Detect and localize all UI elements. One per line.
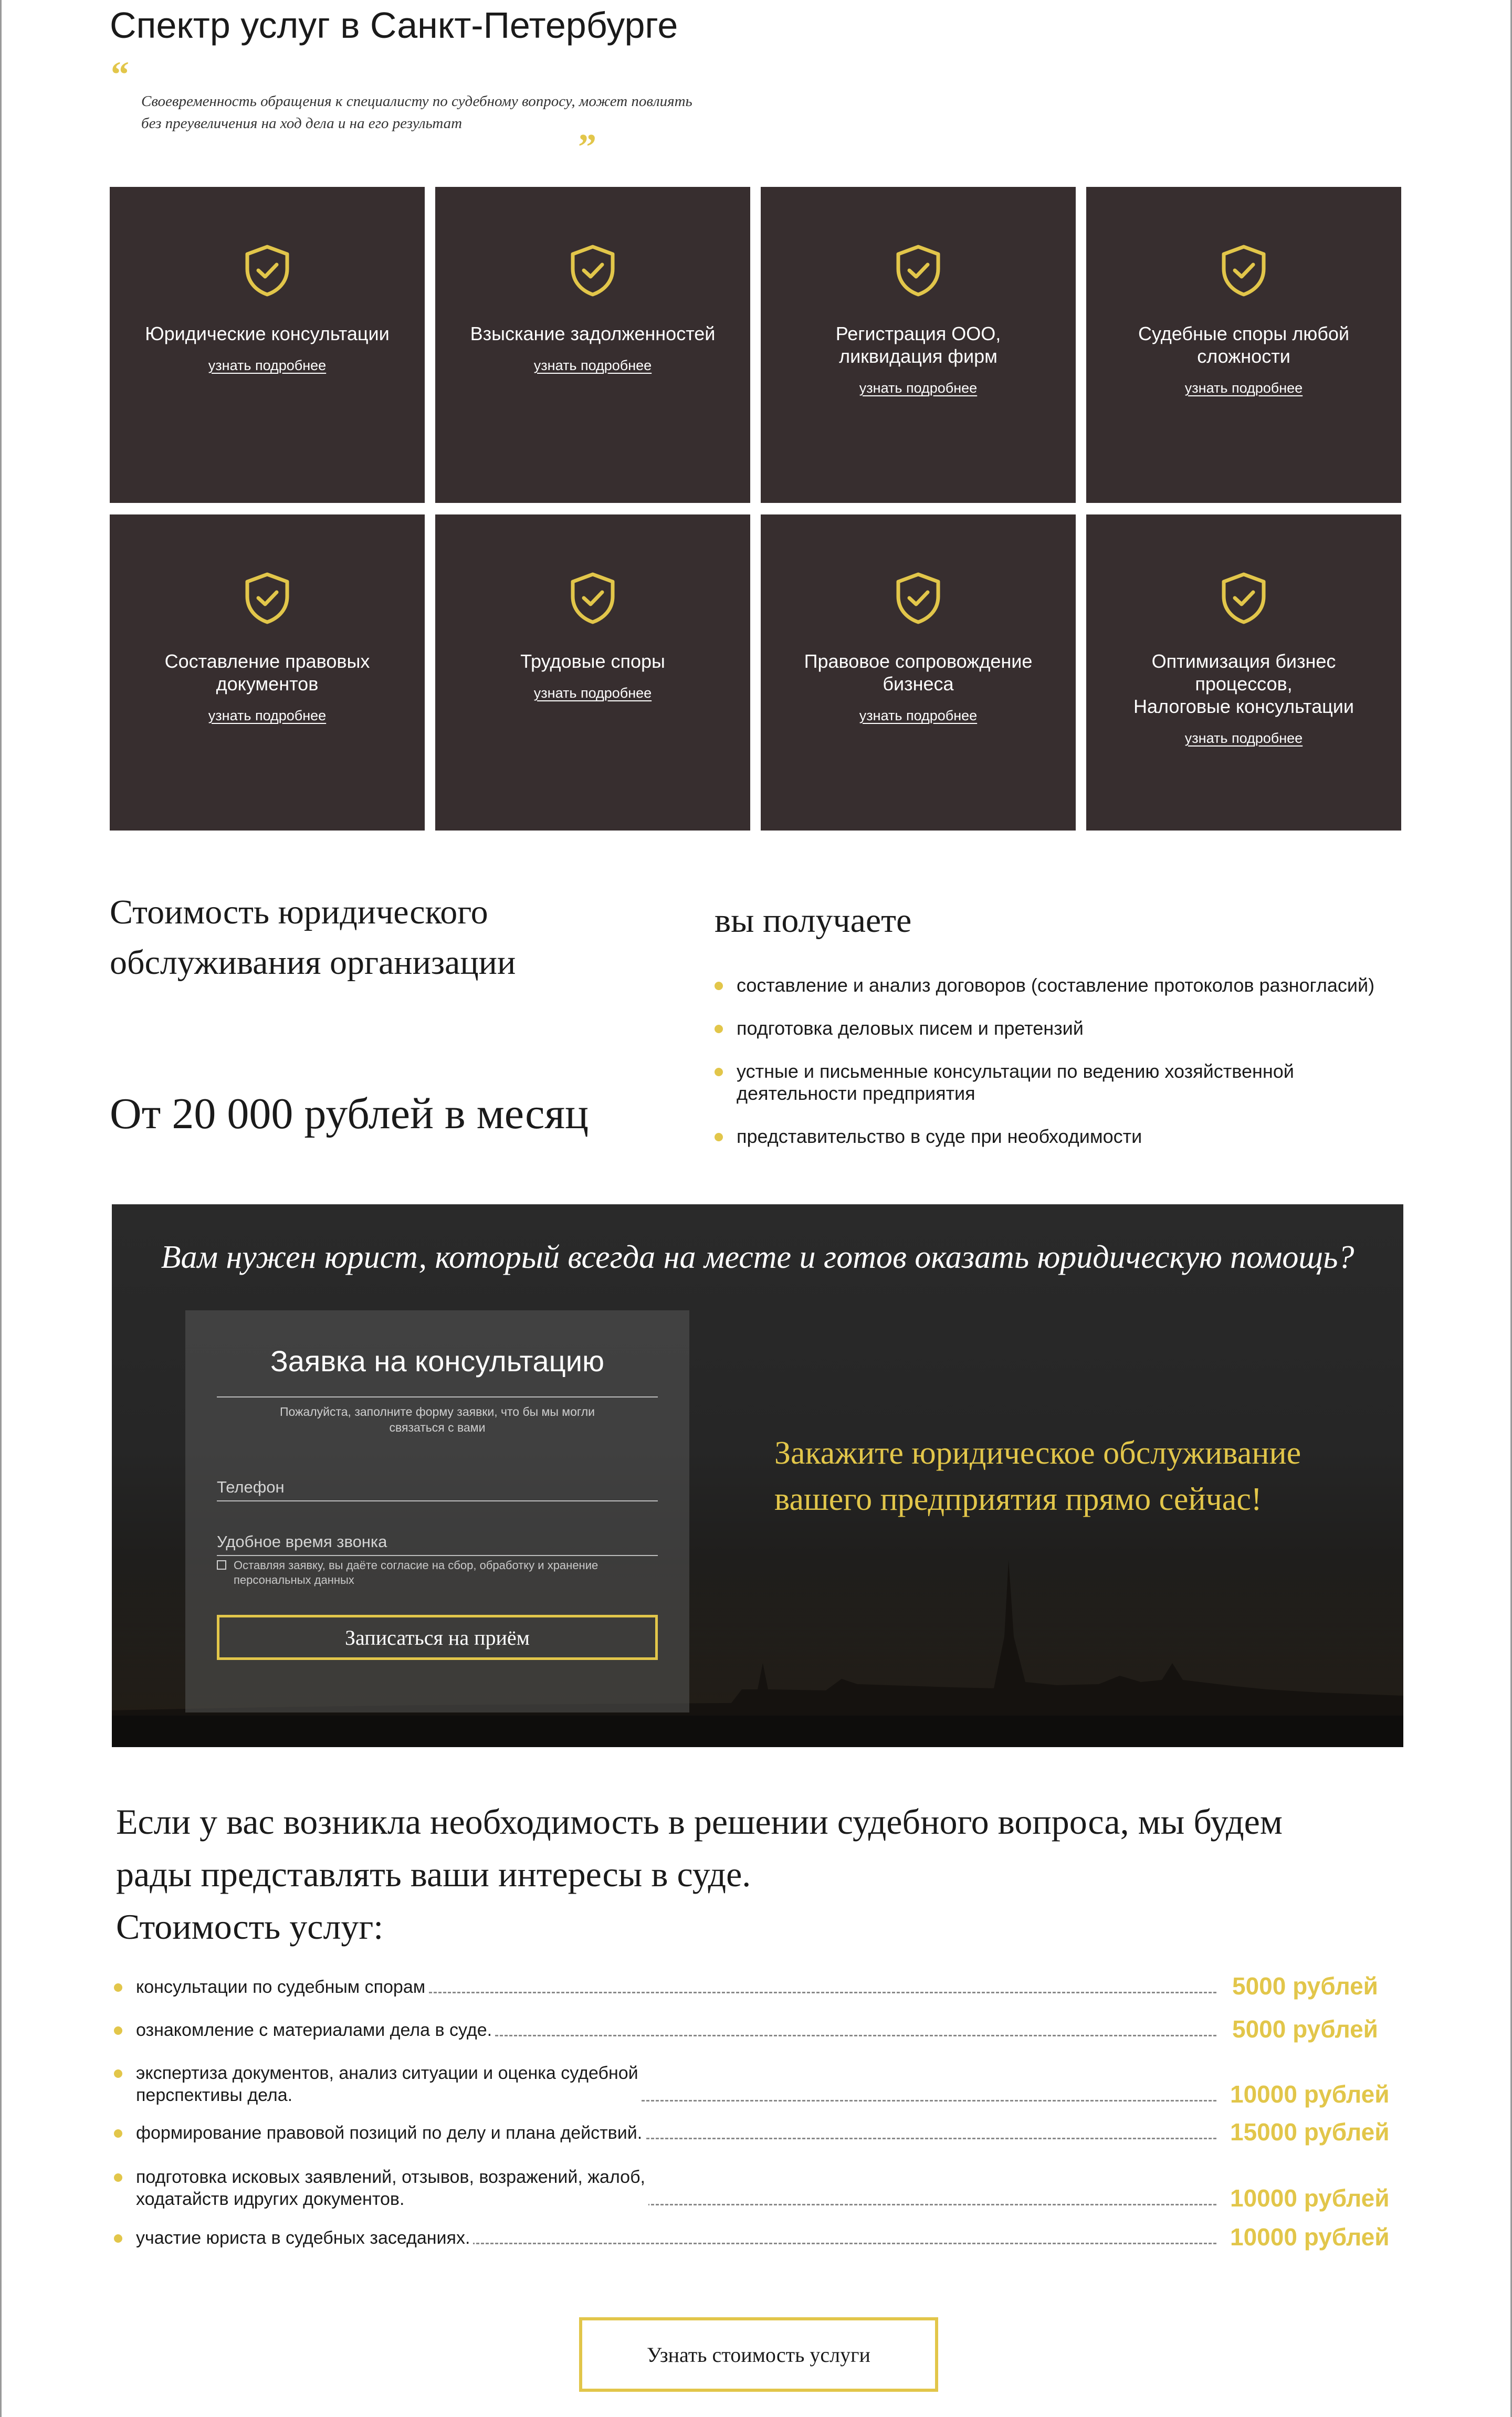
bullet-dot-icon	[114, 2026, 122, 2035]
you-get-item: подготовка деловых писем и претензий	[715, 1017, 1413, 1039]
price-row-value: 15000 рублей	[1230, 2118, 1390, 2146]
price-row-value: 10000 рублей	[1230, 2223, 1390, 2251]
consultation-form	[185, 1310, 689, 1712]
service-card-body	[1102, 650, 1385, 747]
price-row-value: 5000 рублей	[1232, 2015, 1378, 2043]
price-row	[114, 2166, 1395, 2210]
services-grid	[110, 187, 1401, 831]
service-more-link[interactable]: узнать подробнее	[859, 708, 978, 723]
get-cost-button[interactable]: Узнать стоимость услуги	[579, 2317, 938, 2392]
service-card-title: Правовое сопровождение бизнеса	[804, 650, 1033, 695]
service-more-link[interactable]: узнать подробнее	[533, 685, 652, 701]
you-get-title: вы получаете	[715, 901, 912, 940]
form-divider	[217, 1396, 658, 1397]
quote-close-icon: ”	[578, 127, 596, 167]
shield-check-icon-graphic	[894, 571, 942, 625]
bullet-dot-icon	[114, 2234, 122, 2243]
quote-open-icon: “	[111, 55, 129, 95]
price-row	[114, 2223, 1395, 2251]
price-row-value: 10000 рублей	[1230, 2080, 1390, 2108]
consent-row	[217, 1558, 658, 1588]
price-row-value: 5000 рублей	[1232, 1972, 1378, 2000]
shield-check-icon	[1220, 244, 1268, 297]
you-get-item: устные и письменные консультации по ведению хозяйственной деятельности предприятия	[715, 1060, 1413, 1105]
shield-check-icon-graphic	[894, 244, 942, 297]
org-pricing-title: Стоимость юридического обслуживания организации	[110, 893, 516, 982]
price-row-value: 10000 рублей	[1230, 2184, 1390, 2212]
price-row-label: подготовка исковых заявлений, отзывов, возражений, жалоб, ходатайств идругих документов.	[136, 2166, 648, 2210]
shield-check-icon	[243, 244, 291, 297]
submit-button[interactable]: Записаться на приём	[217, 1615, 658, 1660]
shield-check-icon-graphic	[1220, 571, 1268, 625]
phone-input[interactable]	[217, 1474, 658, 1500]
service-card-title: Трудовые споры	[520, 650, 665, 672]
you-get-item: составление и анализ договоров (составление протоколов разногласий)	[715, 974, 1413, 996]
service-card-body	[776, 322, 1060, 396]
service-card	[1086, 187, 1401, 503]
service-card-title: Взыскание задолженностей	[470, 323, 716, 344]
shield-check-icon-graphic	[569, 244, 617, 297]
phone-field-wrap	[217, 1474, 658, 1501]
shield-check-icon	[243, 571, 291, 625]
time-field-wrap	[217, 1529, 658, 1556]
service-more-link[interactable]: узнать подробнее	[208, 358, 327, 373]
service-card-title: Составление правовых документов	[164, 650, 370, 695]
shield-check-icon-graphic	[243, 244, 291, 297]
service-card-body	[1102, 322, 1385, 396]
shield-check-icon-graphic	[569, 571, 617, 625]
consultation-banner	[112, 1204, 1403, 1747]
shield-check-icon	[569, 244, 617, 297]
court-pricing-title-text: Если у вас возникла необходимость в решении судебного вопроса, мы будем рады представлять ваши интересы в суде. Стоимость услуг:	[116, 1802, 1283, 1947]
service-card-body	[451, 322, 734, 374]
consent-text: Оставляя заявку, вы даёте согласие на сбор, обработку и хранение персональных данных	[234, 1559, 598, 1586]
price-row-label: ознакомление с материалами дела в суде.	[136, 2019, 495, 2041]
shield-check-icon-graphic	[1220, 244, 1268, 297]
service-more-link[interactable]: узнать подробнее	[1184, 730, 1303, 746]
form-subtitle: Пожалуйста, заполните форму заявки, что бы мы могли связаться с вами	[279, 1405, 595, 1434]
service-card	[110, 187, 425, 503]
bullet-dot-icon	[114, 2129, 122, 2138]
banner-cta-text: Закажите юридическое обслуживание вашего предприятия прямо сейчас!	[774, 1435, 1301, 1517]
bullet-dot-icon	[114, 2069, 122, 2078]
page-title: Спектр услуг в Санкт-Петербурге	[110, 5, 678, 46]
service-card-body	[451, 650, 734, 701]
service-more-link[interactable]: узнать подробнее	[208, 708, 327, 723]
price-row-label: консультации по судебным спорам	[136, 1976, 428, 1998]
price-row	[114, 2062, 1395, 2106]
service-card	[435, 514, 750, 831]
shield-check-icon	[569, 571, 617, 625]
quote-text: Своевременность обращения к специалисту по судебному вопросу, может повлиять без преувеличения на ход дела и на его результат	[141, 93, 692, 132]
call-time-input[interactable]	[217, 1529, 658, 1555]
service-card	[435, 187, 750, 503]
shield-check-icon-graphic	[243, 571, 291, 625]
consent-checkbox[interactable]	[217, 1560, 226, 1570]
price-row	[114, 2118, 1395, 2146]
form-title: Заявка на консультацию	[270, 1344, 605, 1378]
service-card	[1086, 514, 1401, 831]
price-row-label: формирование правовой позиций по делу и плана действий.	[136, 2122, 645, 2144]
bullet-dot-icon	[114, 2173, 122, 2182]
org-pricing-price: От 20 000 рублей в месяц	[110, 1089, 589, 1138]
bullet-dot-icon	[114, 1983, 122, 1992]
shield-check-icon	[1220, 571, 1268, 625]
service-card	[761, 187, 1076, 503]
price-row-label: участие юриста в судебных заседаниях.	[136, 2227, 473, 2249]
price-row	[114, 1972, 1395, 2000]
court-pricing-title	[116, 1795, 1324, 1953]
you-get-list	[715, 974, 1413, 1169]
service-more-link[interactable]: узнать подробнее	[533, 358, 652, 373]
service-card-title: Оптимизация бизнес процессов, Налоговые консультации	[1133, 650, 1354, 717]
banner-heading: Вам нужен юрист, который всегда на месте и готов оказать юридическую помощь?	[161, 1239, 1354, 1275]
service-card-title: Судебные споры любой сложности	[1138, 323, 1349, 367]
service-card-body	[776, 650, 1060, 724]
service-card	[110, 514, 425, 831]
service-card-body	[125, 650, 409, 724]
service-more-link[interactable]: узнать подробнее	[859, 380, 978, 396]
service-card	[761, 514, 1076, 831]
service-card-body	[125, 322, 409, 374]
service-card-title: Юридические консультации	[145, 323, 390, 344]
shield-check-icon	[894, 571, 942, 625]
price-row-label: экспертиза документов, анализ ситуации и оценка судебной перспективы дела.	[136, 2062, 642, 2106]
service-card-title: Регистрация ООО, ликвидация фирм	[835, 323, 1001, 367]
service-more-link[interactable]: узнать подробнее	[1184, 380, 1303, 396]
price-row	[114, 2015, 1395, 2043]
you-get-item: представительство в суде при необходимости	[715, 1126, 1413, 1148]
shield-check-icon	[894, 244, 942, 297]
